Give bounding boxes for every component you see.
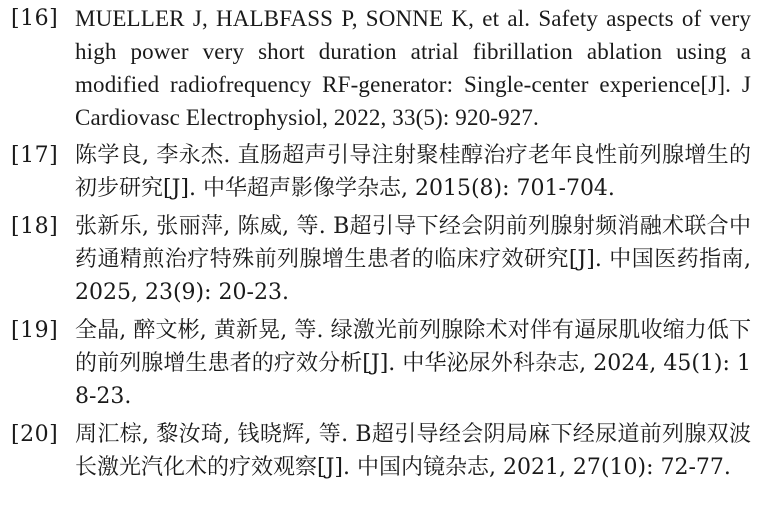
reference-number: [18] — [11, 214, 59, 239]
reference-text: 陈学良, 李永杰. 直肠超声引导注射聚桂醇治疗老年良性前列腺增生的初步研究[J]. 中华超声影像学杂志, 2015(8): 701-704. — [75, 143, 751, 201]
reference-number: [16] — [11, 6, 59, 31]
reference-text: 张新乐, 张丽萍, 陈威, 等. B超引导下经会阴前列腺射频消融术联合中药通精煎治疗特殊前列腺增生患者的临床疗效研究[J]. 中国医药指南, 2025, 23(9): 20-23. — [75, 214, 751, 305]
reference-number: [17] — [11, 143, 59, 168]
reference-item-17 — [0, 139, 759, 205]
reference-text: 全晶, 醉文彬, 黄新晃, 等. 绿激光前列腺除术对伴有逼尿肌收缩力低下的前列腺增生患者的疗效分析[J]. 中华泌尿外科杂志, 2024, 45(1): 18-23. — [75, 318, 751, 409]
reference-list — [0, 2, 759, 489]
reference-text: MUELLER J, HALBFASS P, SONNE K, et al. Safety aspects of very high power very short duration atrial fibrillation ablation using a modified radiofrequency RF-generator: Single-center experience[J]. J Cardiovasc Electrophysiol, 2022, 33(5): 920-927. — [75, 6, 751, 130]
reference-number: [20] — [11, 422, 59, 447]
reference-item-16 — [0, 2, 759, 134]
reference-text: 周汇棕, 黎汝琦, 钱晓辉, 等. B超引导经会阴局麻下经尿道前列腺双波长激光汽化术的疗效观察[J]. 中国内镜杂志, 2021, 27(10): 72-77. — [75, 422, 751, 480]
reference-item-20 — [0, 418, 759, 484]
reference-item-19 — [0, 314, 759, 413]
reference-number: [19] — [11, 318, 59, 343]
reference-item-18 — [0, 210, 759, 309]
